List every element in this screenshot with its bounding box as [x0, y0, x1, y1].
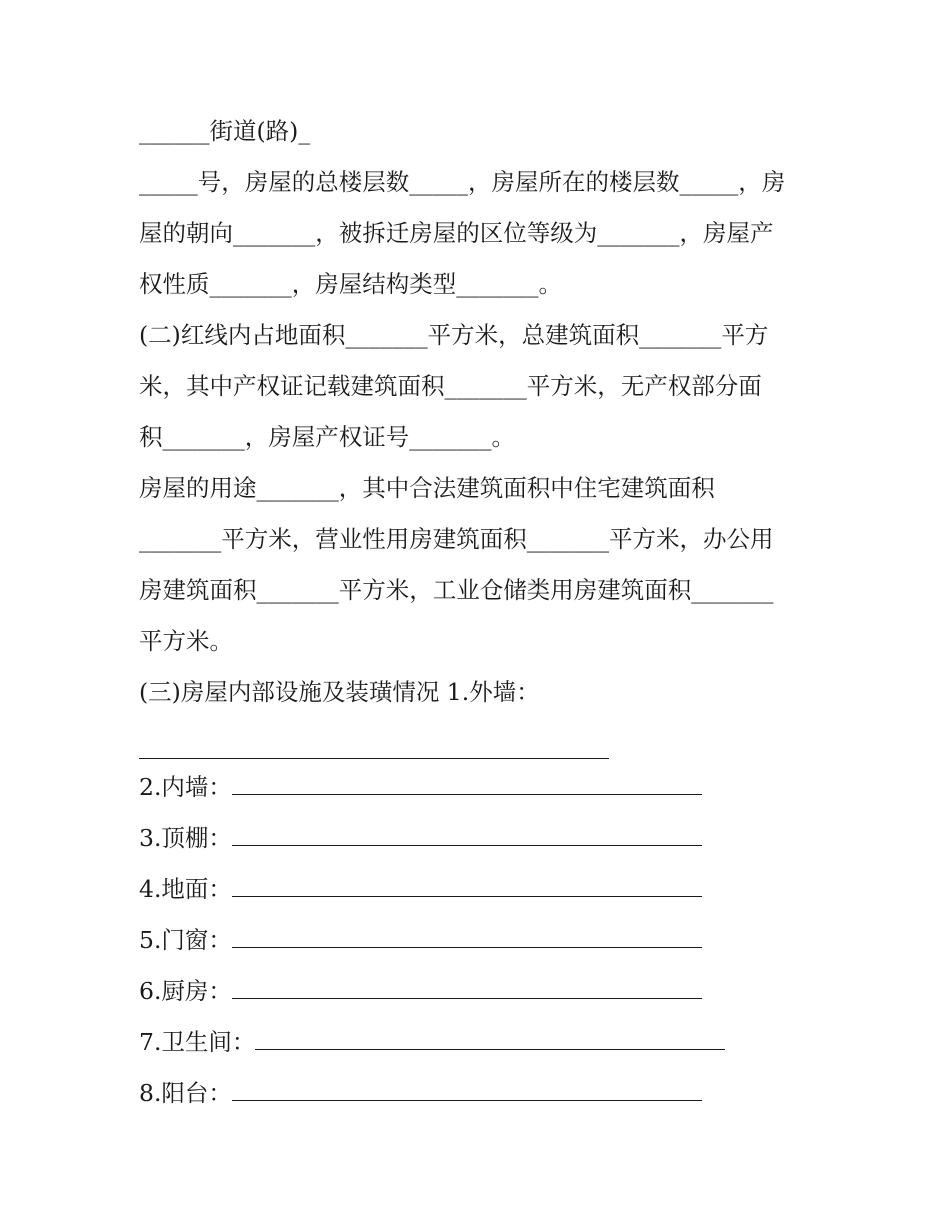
item-bathroom [139, 1020, 809, 1071]
text-line: 平方米。 [139, 627, 233, 655]
blank-rule [232, 1099, 702, 1101]
blank-rule-outer-wall [139, 721, 809, 765]
item-label: 4.地面： [139, 875, 232, 903]
text-line: 房建筑面积_______平方米，工业仓储类用房建筑面积_______ [139, 576, 774, 604]
text-line: 米，其中产权证记载建筑面积_______平方米，无产权部分面 [139, 372, 762, 400]
text-line: (三)房屋内部设施及装璜情况 1.外墙： [139, 678, 540, 706]
blank-rule [232, 844, 702, 846]
text-line: _______平方米，营业性用房建筑面积_______平方米，办公用 [139, 525, 774, 553]
item-inner-wall [139, 765, 809, 816]
item-label: 5.门窗： [139, 926, 232, 954]
item-floor [139, 867, 809, 918]
text-line: 积_______，房屋产权证号_______。 [139, 423, 515, 451]
item-label: 2.内墙： [139, 773, 232, 801]
blank-rule [232, 793, 702, 795]
blank-rule [232, 946, 702, 948]
item-kitchen [139, 969, 809, 1020]
item-label: 6.厨房： [139, 977, 232, 1005]
item-label: 3.顶棚： [139, 824, 232, 852]
item-ceiling [139, 816, 809, 867]
item-label: 8.阳台： [139, 1079, 232, 1107]
document-body [139, 109, 809, 1122]
item-doors-windows [139, 918, 809, 969]
item-balcony [139, 1071, 809, 1122]
blank-rule [232, 997, 702, 999]
blank-rule [232, 895, 702, 897]
text-line: ______街道(路)_ [139, 117, 311, 145]
text-line: 权性质_______，房屋结构类型_______。 [139, 270, 562, 298]
item-label: 7.卫生间： [139, 1028, 256, 1056]
text-line: _____号，房屋的总楼层数_____，房屋所在的楼层数_____，房 [139, 168, 786, 196]
text-line: 屋的朝向_______，被拆迁房屋的区位等级为_______，房屋产 [139, 219, 774, 247]
blank-rule [255, 1048, 725, 1050]
text-line: 房屋的用途_______，其中合法建筑面积中住宅建筑面积 [139, 474, 715, 502]
text-line: (二)红线内占地面积_______平方米，总建筑面积_______平方 [139, 321, 769, 349]
